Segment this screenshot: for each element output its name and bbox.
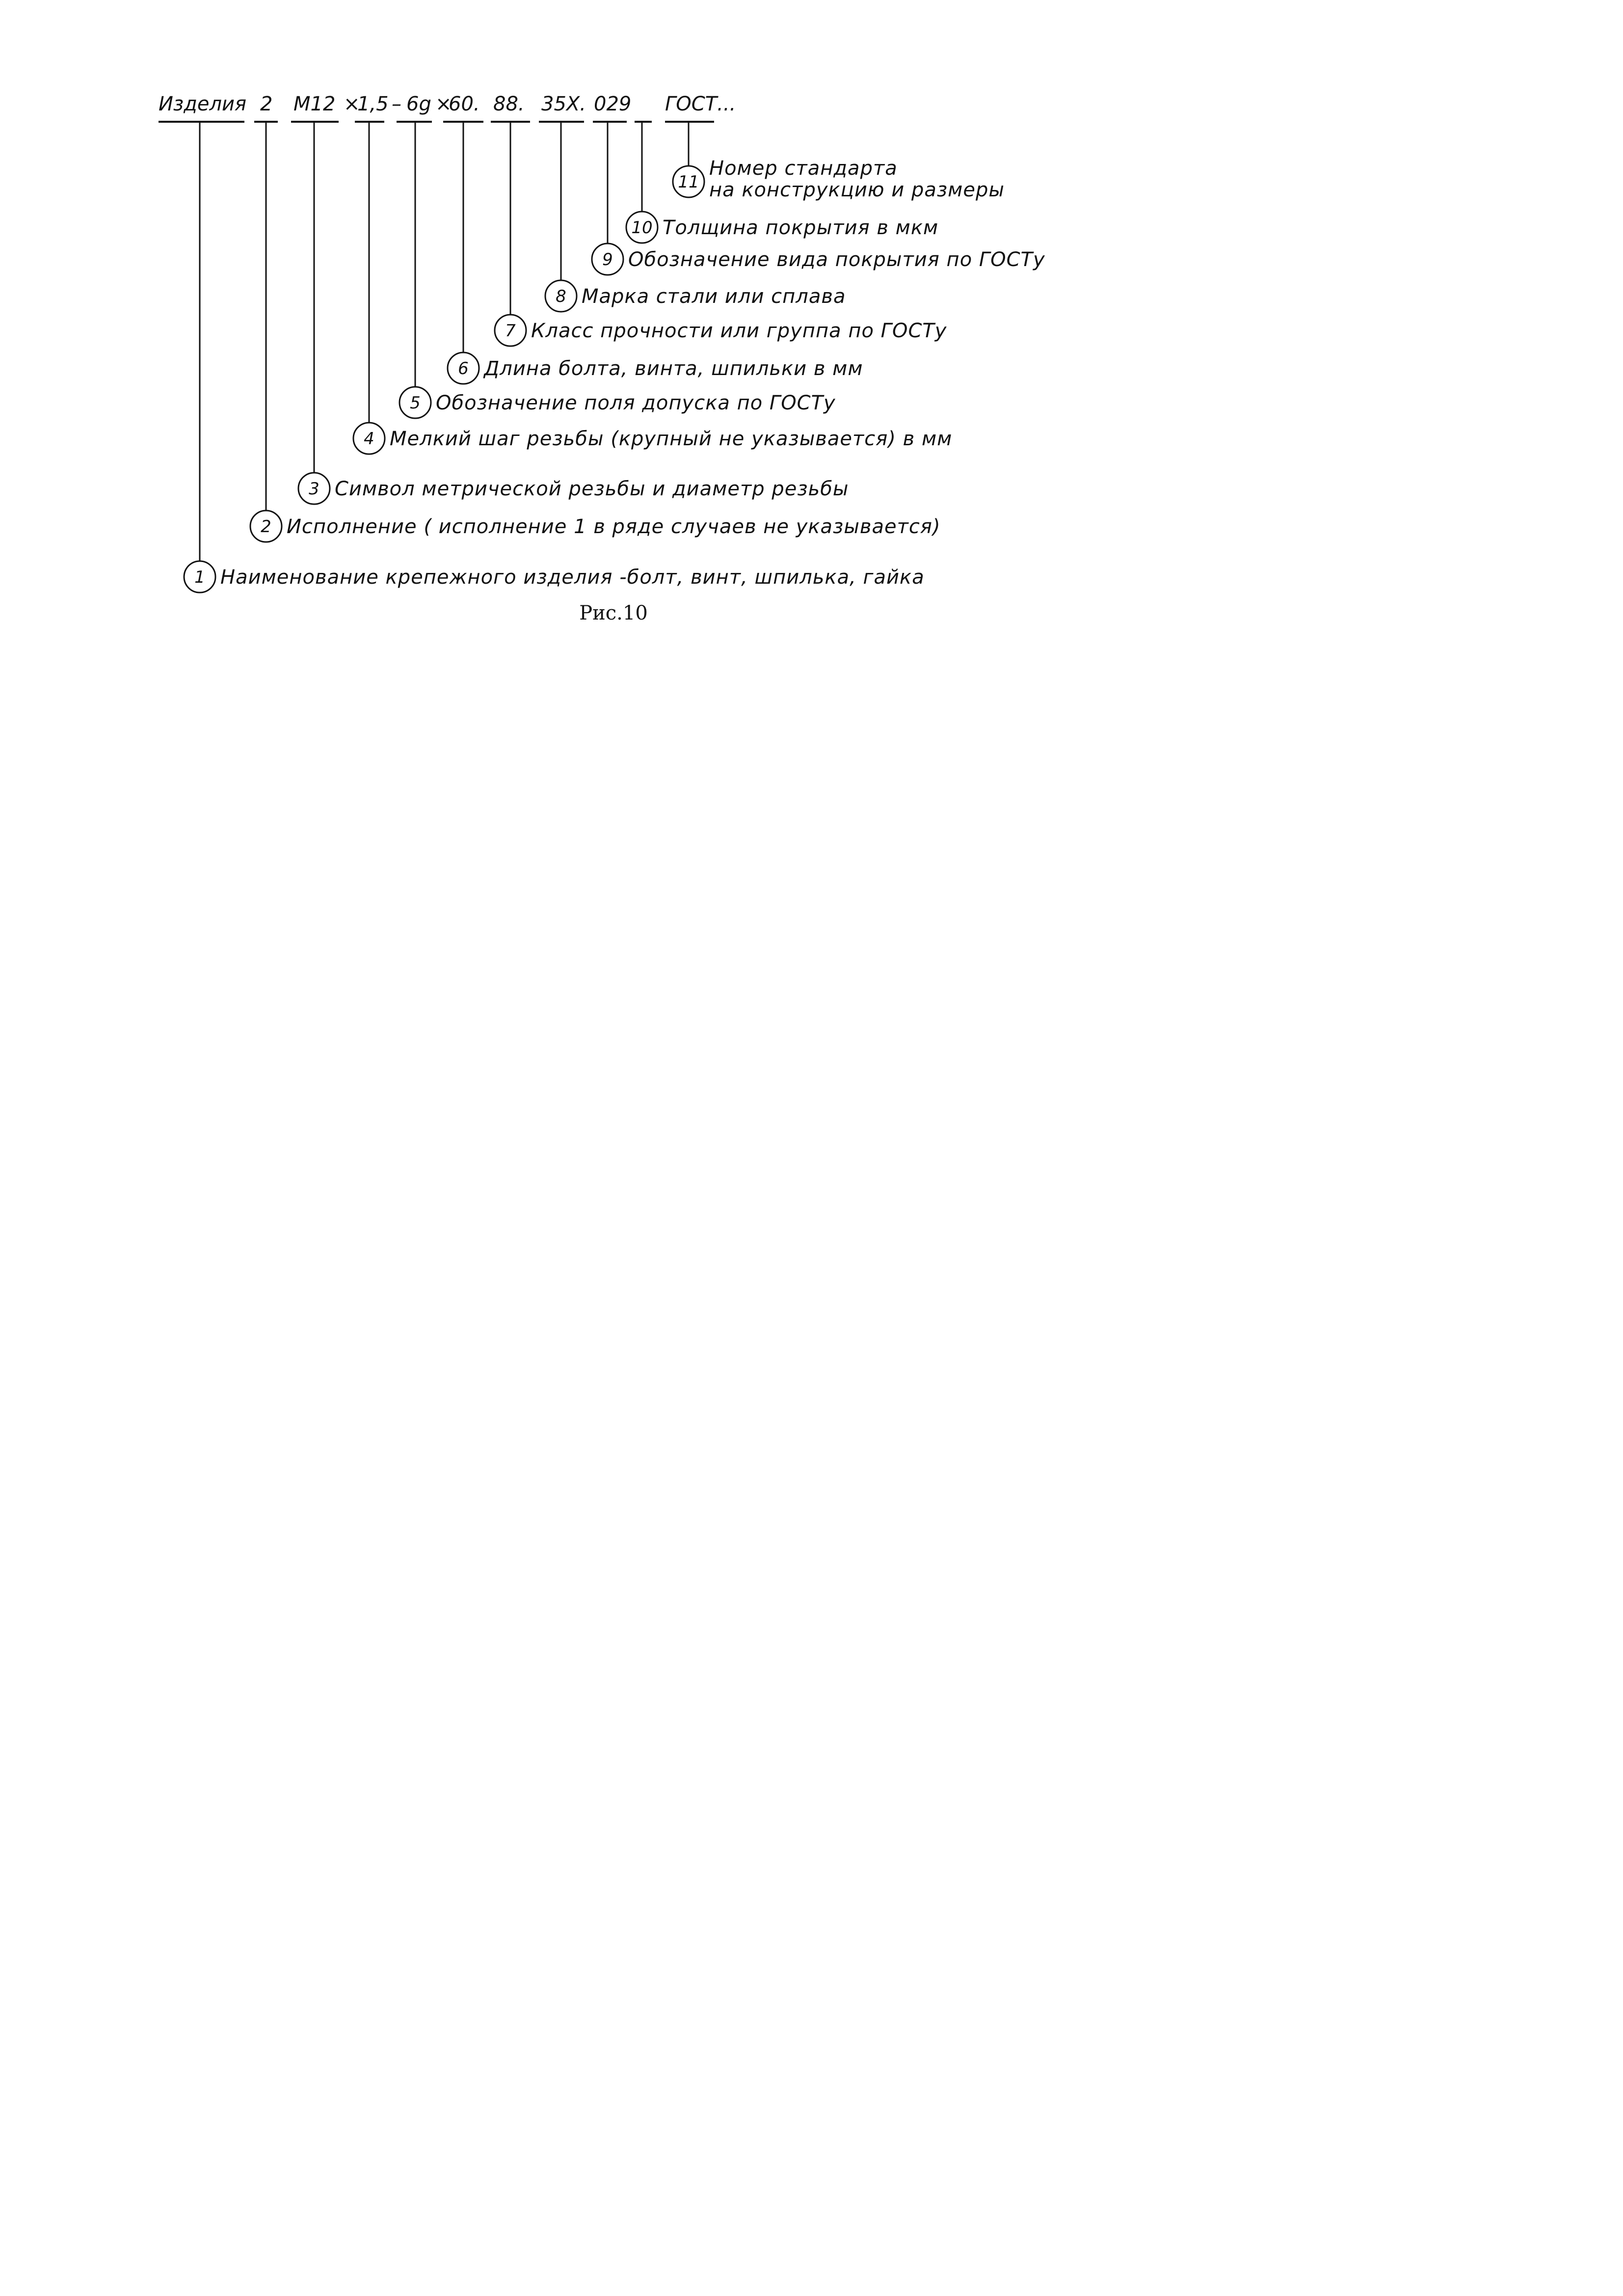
callout-label-line: Обозначение поля допуска по ГОСТу <box>436 392 836 414</box>
designation-segment-ispolnenie: 2 <box>260 93 273 115</box>
designation-segment-izdeliya: Изделия <box>159 93 247 115</box>
callout-number: 7 <box>505 321 516 341</box>
callout-label-line: Номер стандарта <box>709 157 898 180</box>
designation-segment-x1: × <box>344 93 360 115</box>
callout-number: 5 <box>410 393 421 413</box>
callout-number: 1 <box>194 567 205 587</box>
callout-6 <box>448 352 863 384</box>
callout-number: 4 <box>364 429 374 449</box>
callout-label-line: Толщина покрытия в мкм <box>663 216 939 239</box>
callout-list <box>184 157 1045 593</box>
designation-segment-m12: М12 <box>293 93 336 115</box>
callout-10 <box>626 212 938 243</box>
designation-segment-marka: 35Х. <box>541 93 586 115</box>
callout-8 <box>545 280 846 312</box>
designation-segment-klass: 88. <box>493 93 525 115</box>
designation-segment-gost: ГОСТ... <box>665 93 736 115</box>
figure-caption: Рис.10 <box>579 602 648 624</box>
callout-number: 2 <box>261 517 271 537</box>
callout-2 <box>250 511 941 542</box>
callout-1 <box>184 561 925 593</box>
designation-segment-dlina: 60. <box>449 93 480 115</box>
callout-label-line: Марка стали или сплава <box>582 285 846 308</box>
callout-label-line: Длина болта, винта, шпильки в мм <box>484 357 863 380</box>
callout-label-line: Класс прочности или группа по ГОСТу <box>531 320 947 342</box>
callout-9 <box>592 243 1045 275</box>
callout-11 <box>673 157 1005 201</box>
callout-7 <box>495 315 947 346</box>
callout-label-line: Исполнение ( исполнение 1 в ряде случаев не указывается) <box>287 515 941 538</box>
callout-5 <box>399 387 836 418</box>
callout-4 <box>353 423 952 454</box>
callout-label-line: на конструкцию и размеры <box>709 179 1005 201</box>
callout-number: 8 <box>556 287 566 306</box>
designation-code-row <box>159 93 736 115</box>
designation-segment-dash: – <box>392 93 401 115</box>
designation-segment-pokrytie: 029 <box>594 93 632 115</box>
callout-number: 6 <box>458 359 469 378</box>
callout-label-line: Обозначение вида покрытия по ГОСТу <box>628 248 1045 271</box>
designation-segment-pole: 6g <box>406 93 431 115</box>
callout-number: 10 <box>631 218 653 238</box>
callout-label-line: Символ метрической резьбы и диаметр резьбы <box>335 478 849 500</box>
designation-segment-x2: × <box>435 93 452 115</box>
callout-label-line: Наименование крепежного изделия -болт, винт, шпилька, гайка <box>220 566 925 589</box>
callout-3 <box>298 473 849 504</box>
designation-segment-shag: 1,5 <box>357 93 389 115</box>
callout-number: 11 <box>678 172 699 192</box>
callout-number: 3 <box>309 479 319 499</box>
callout-number: 9 <box>602 250 613 270</box>
callout-label-line: Мелкий шаг резьбы (крупный не указывается) в мм <box>390 428 953 450</box>
